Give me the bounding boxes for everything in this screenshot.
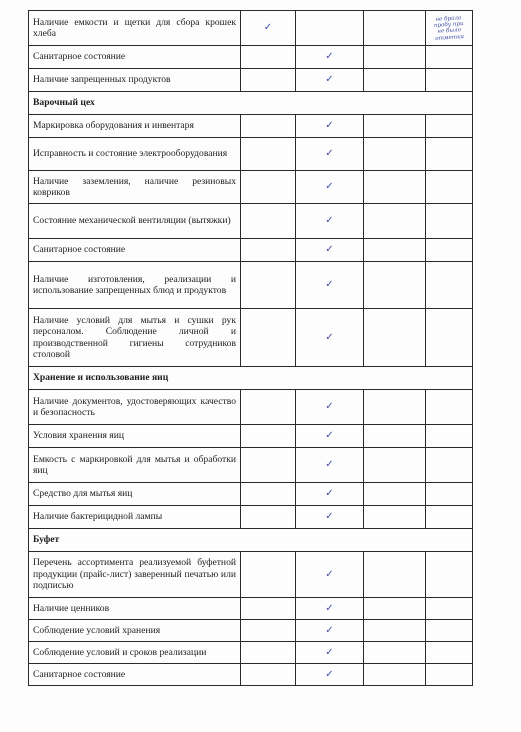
criterion-text: Соблюдение условий хранения	[29, 620, 241, 642]
mark-cell	[296, 620, 364, 642]
mark-cell	[364, 664, 426, 686]
mark-cell	[241, 239, 296, 262]
section-header-row	[29, 529, 473, 552]
mark-cell	[241, 138, 296, 171]
mark-cell	[426, 69, 473, 92]
mark-cell	[241, 115, 296, 138]
checklist-row	[29, 664, 473, 686]
checklist-row	[29, 448, 473, 483]
criterion-text: Наличие изготовления, реализации и использование запрещенных блюд и продуктов	[29, 262, 241, 309]
checklist-body	[29, 11, 473, 686]
mark-cell	[364, 262, 426, 309]
check-mark-icon: ✓	[325, 430, 334, 442]
checklist-row	[29, 46, 473, 69]
check-mark-icon: ✓	[325, 646, 334, 658]
mark-cell	[296, 138, 364, 171]
mark-cell	[241, 425, 296, 448]
section-header-row	[29, 92, 473, 115]
mark-cell	[296, 598, 364, 620]
mark-cell	[241, 309, 296, 367]
mark-cell	[426, 642, 473, 664]
section-title: Буфет	[29, 529, 473, 552]
checklist-row	[29, 425, 473, 448]
criterion-text: Наличие условий для мытья и сушки рук персоналом. Соблюдение личной и производственной гигиены сотрудников столовой	[29, 309, 241, 367]
mark-cell	[364, 506, 426, 529]
check-mark-icon: ✓	[325, 568, 334, 580]
mark-cell	[364, 425, 426, 448]
mark-cell	[426, 309, 473, 367]
criterion-text: Перечень ассортимента реализуемой буфетной продукции (прайс-лист) заверенный печатью или подписью	[29, 552, 241, 598]
checklist-row	[29, 506, 473, 529]
mark-cell	[426, 262, 473, 309]
inspection-checklist-table	[28, 10, 473, 686]
checklist-row	[29, 171, 473, 204]
check-mark-icon: ✓	[325, 624, 334, 636]
check-mark-icon: ✓	[325, 148, 334, 160]
mark-cell	[296, 390, 364, 425]
mark-cell	[241, 69, 296, 92]
mark-cell	[296, 506, 364, 529]
mark-cell	[364, 642, 426, 664]
mark-cell	[296, 309, 364, 367]
check-mark-icon: ✓	[325, 488, 334, 500]
mark-cell	[426, 598, 473, 620]
mark-cell	[241, 552, 296, 598]
mark-cell	[296, 69, 364, 92]
mark-cell	[296, 204, 364, 239]
mark-cell	[241, 204, 296, 239]
mark-cell	[364, 239, 426, 262]
mark-cell	[364, 620, 426, 642]
mark-cell	[296, 425, 364, 448]
mark-cell	[296, 239, 364, 262]
criterion-text: Санитарное состояние	[29, 46, 241, 69]
mark-cell	[241, 390, 296, 425]
mark-cell	[426, 425, 473, 448]
mark-cell	[364, 69, 426, 92]
check-mark-icon: ✓	[325, 331, 334, 343]
section-header-row	[29, 367, 473, 390]
criterion-text: Исправность и состояние электрооборудования	[29, 138, 241, 171]
mark-cell	[364, 390, 426, 425]
criterion-text: Условия хранения яиц	[29, 425, 241, 448]
mark-cell	[364, 204, 426, 239]
mark-cell	[364, 11, 426, 46]
criterion-text: Средство для мытья яиц	[29, 483, 241, 506]
criterion-text: Наличие бактерицидной лампы	[29, 506, 241, 529]
checklist-row	[29, 483, 473, 506]
mark-cell	[426, 204, 473, 239]
mark-cell	[426, 506, 473, 529]
mark-cell	[426, 115, 473, 138]
mark-cell	[296, 46, 364, 69]
mark-cell	[426, 171, 473, 204]
checklist-row	[29, 239, 473, 262]
section-title: Варочный цех	[29, 92, 473, 115]
mark-cell	[296, 552, 364, 598]
mark-cell	[241, 11, 296, 46]
check-mark-icon: ✓	[325, 120, 334, 132]
checklist-row	[29, 115, 473, 138]
checklist-row	[29, 309, 473, 367]
section-title: Хранение и использование яиц	[29, 367, 473, 390]
criterion-text: Емкость с маркировкой для мытья и обработки яиц	[29, 448, 241, 483]
mark-cell	[364, 115, 426, 138]
mark-cell	[364, 171, 426, 204]
checklist-row	[29, 620, 473, 642]
mark-cell	[241, 171, 296, 204]
handwritten-note: не брала пробу при не было отметки	[433, 14, 465, 42]
mark-cell	[296, 11, 364, 46]
check-mark-icon: ✓	[325, 51, 334, 63]
mark-cell	[364, 46, 426, 69]
mark-cell	[426, 46, 473, 69]
check-mark-icon: ✓	[325, 181, 334, 193]
mark-cell	[241, 483, 296, 506]
mark-cell	[241, 506, 296, 529]
criterion-text: Соблюдение условий и сроков реализации	[29, 642, 241, 664]
mark-cell	[241, 620, 296, 642]
criterion-text: Маркировка оборудования и инвентаря	[29, 115, 241, 138]
mark-cell	[426, 11, 473, 46]
criterion-text: Состояние механической вентиляции (вытяжки)	[29, 204, 241, 239]
criterion-text: Наличие запрещенных продуктов	[29, 69, 241, 92]
criterion-text: Санитарное состояние	[29, 239, 241, 262]
checklist-row	[29, 262, 473, 309]
check-mark-icon: ✓	[325, 511, 334, 523]
checklist-row	[29, 69, 473, 92]
checklist-row	[29, 204, 473, 239]
check-mark-icon: ✓	[325, 401, 334, 413]
mark-cell	[364, 483, 426, 506]
check-mark-icon: ✓	[263, 22, 273, 34]
mark-cell	[364, 138, 426, 171]
check-mark-icon: ✓	[325, 668, 334, 680]
mark-cell	[364, 309, 426, 367]
mark-cell	[296, 448, 364, 483]
mark-cell	[426, 552, 473, 598]
check-mark-icon: ✓	[325, 279, 334, 291]
checklist-row	[29, 552, 473, 598]
criterion-text: Санитарное состояние	[29, 664, 241, 686]
mark-cell	[296, 664, 364, 686]
checklist-row	[29, 642, 473, 664]
mark-cell	[426, 483, 473, 506]
mark-cell	[426, 664, 473, 686]
checklist-row	[29, 390, 473, 425]
criterion-text: Наличие емкости и щетки для сбора крошек хлеба	[29, 11, 241, 46]
check-mark-icon: ✓	[325, 602, 334, 614]
mark-cell	[241, 448, 296, 483]
mark-cell	[241, 598, 296, 620]
checklist-row	[29, 598, 473, 620]
criterion-text: Наличие документов, удостоверяющих качество и безопасность	[29, 390, 241, 425]
mark-cell	[364, 448, 426, 483]
mark-cell	[296, 115, 364, 138]
criterion-text: Наличие заземления, наличие резиновых ковриков	[29, 171, 241, 204]
mark-cell	[426, 448, 473, 483]
mark-cell	[296, 262, 364, 309]
check-mark-icon: ✓	[325, 459, 334, 471]
mark-cell	[241, 664, 296, 686]
mark-cell	[241, 642, 296, 664]
mark-cell	[296, 483, 364, 506]
check-mark-icon: ✓	[325, 74, 334, 86]
checklist-row	[29, 138, 473, 171]
check-mark-icon: ✓	[325, 244, 334, 256]
mark-cell	[296, 171, 364, 204]
mark-cell	[426, 390, 473, 425]
mark-cell	[241, 46, 296, 69]
checklist-row	[29, 11, 473, 46]
mark-cell	[364, 598, 426, 620]
check-mark-icon: ✓	[325, 215, 334, 227]
mark-cell	[241, 262, 296, 309]
mark-cell	[426, 620, 473, 642]
mark-cell	[426, 138, 473, 171]
mark-cell	[296, 642, 364, 664]
mark-cell	[426, 239, 473, 262]
criterion-text: Наличие ценников	[29, 598, 241, 620]
mark-cell	[364, 552, 426, 598]
